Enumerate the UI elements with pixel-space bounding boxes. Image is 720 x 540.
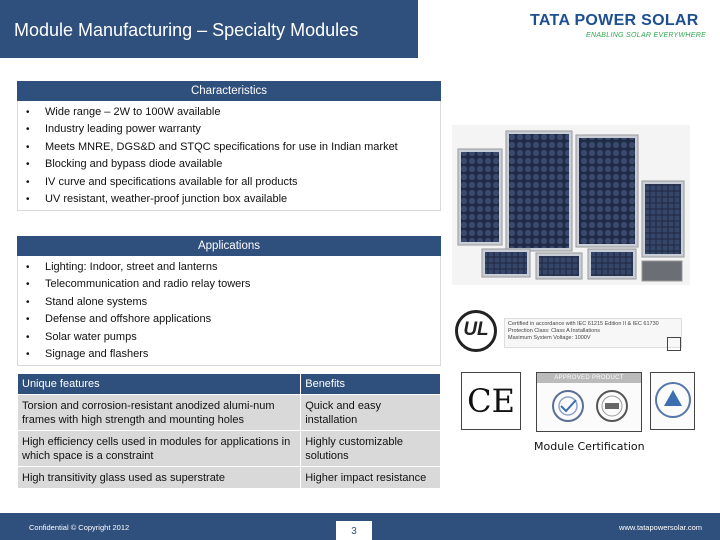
benefit-cell: Quick and easy installation xyxy=(301,395,441,431)
benefit-cell: Higher impact resistance xyxy=(301,467,441,489)
feature-cell: High transitivity glass used as superstrate xyxy=(18,467,301,489)
header-bar xyxy=(0,0,720,58)
applications-list xyxy=(18,256,440,363)
solar-modules-illustration xyxy=(452,125,690,285)
checkbox-square-icon xyxy=(667,337,681,351)
ul-line: Certified in accordance with IEC 61215 Edition II & IEC 61730 xyxy=(508,321,659,327)
ul-line: Protection Class: Class A Installations xyxy=(508,328,601,334)
list-item: • Defense and offshore applications xyxy=(18,311,440,328)
applications-heading: Applications xyxy=(17,236,441,256)
characteristics-panel xyxy=(17,101,441,211)
footer-bar xyxy=(0,513,720,540)
page-number: 3 xyxy=(336,521,372,540)
list-item: • Meets MNRE, DGS&D and STQC specifications for use in Indian market xyxy=(18,139,440,156)
ul-logo: UL xyxy=(455,310,497,352)
table-row xyxy=(18,467,441,489)
list-item: • Wide range – 2W to 100W available xyxy=(18,104,440,121)
tuv-triangle-icon xyxy=(664,390,682,406)
page-title: Module Manufacturing – Specialty Modules xyxy=(14,20,359,40)
ce-mark-logo: CE xyxy=(461,372,521,430)
features-benefits-table xyxy=(17,373,441,489)
list-item: • Blocking and bypass diode available xyxy=(18,156,440,173)
benefit-cell: Highly customizable solutions xyxy=(301,431,441,467)
approved-product-seals xyxy=(536,372,642,432)
list-item: • Lighting: Indoor, street and lanterns xyxy=(18,259,440,276)
mcs-seal-icon xyxy=(551,389,585,423)
list-item: • Signage and flashers xyxy=(18,346,440,363)
list-item: • Stand alone systems xyxy=(18,294,440,311)
logo-tagline: ENABLING SOLAR EVERYWHERE xyxy=(586,32,707,39)
sgs-seal-icon xyxy=(595,389,629,423)
characteristics-list xyxy=(18,101,440,208)
certification-caption: Module Certification xyxy=(534,440,645,453)
table-row xyxy=(18,395,441,431)
list-item: • Solar water pumps xyxy=(18,329,440,346)
ul-certification xyxy=(452,302,690,360)
ul-line: Maximum System Voltage: 1000V xyxy=(508,335,591,341)
solar-modules-photo xyxy=(452,125,690,285)
column-header-benefits: Benefits xyxy=(301,374,441,395)
footer-website-link[interactable]: www.tatapowersolar.com xyxy=(619,523,702,532)
list-item: • Telecommunication and radio relay towers xyxy=(18,276,440,293)
approved-product-label: APPROVED PRODUCT xyxy=(537,373,641,383)
column-header-features: Unique features xyxy=(18,374,301,395)
table-header-row xyxy=(18,374,441,395)
list-item: • UV resistant, weather-proof junction box available xyxy=(18,191,440,208)
logo-main-text: TATA POWER SOLAR xyxy=(530,12,699,29)
feature-cell: High efficiency cells used in modules for applications in which space is a constraint xyxy=(18,431,301,467)
feature-cell: Torsion and corrosion-resistant anodized alumi-num frames with high strength and mounting holes xyxy=(18,395,301,431)
tata-power-solar-logo xyxy=(530,12,710,46)
list-item: • IV curve and specifications available for all products xyxy=(18,174,440,191)
applications-panel xyxy=(17,256,441,366)
ul-certification-text xyxy=(504,318,682,348)
tuv-certification-logo xyxy=(650,372,695,430)
list-item: • Industry leading power warranty xyxy=(18,121,440,138)
characteristics-heading: Characteristics xyxy=(17,81,441,101)
footer-copyright: Confidential © Copyright 2012 xyxy=(29,523,130,532)
table-row xyxy=(18,431,441,467)
title-box xyxy=(0,0,418,58)
